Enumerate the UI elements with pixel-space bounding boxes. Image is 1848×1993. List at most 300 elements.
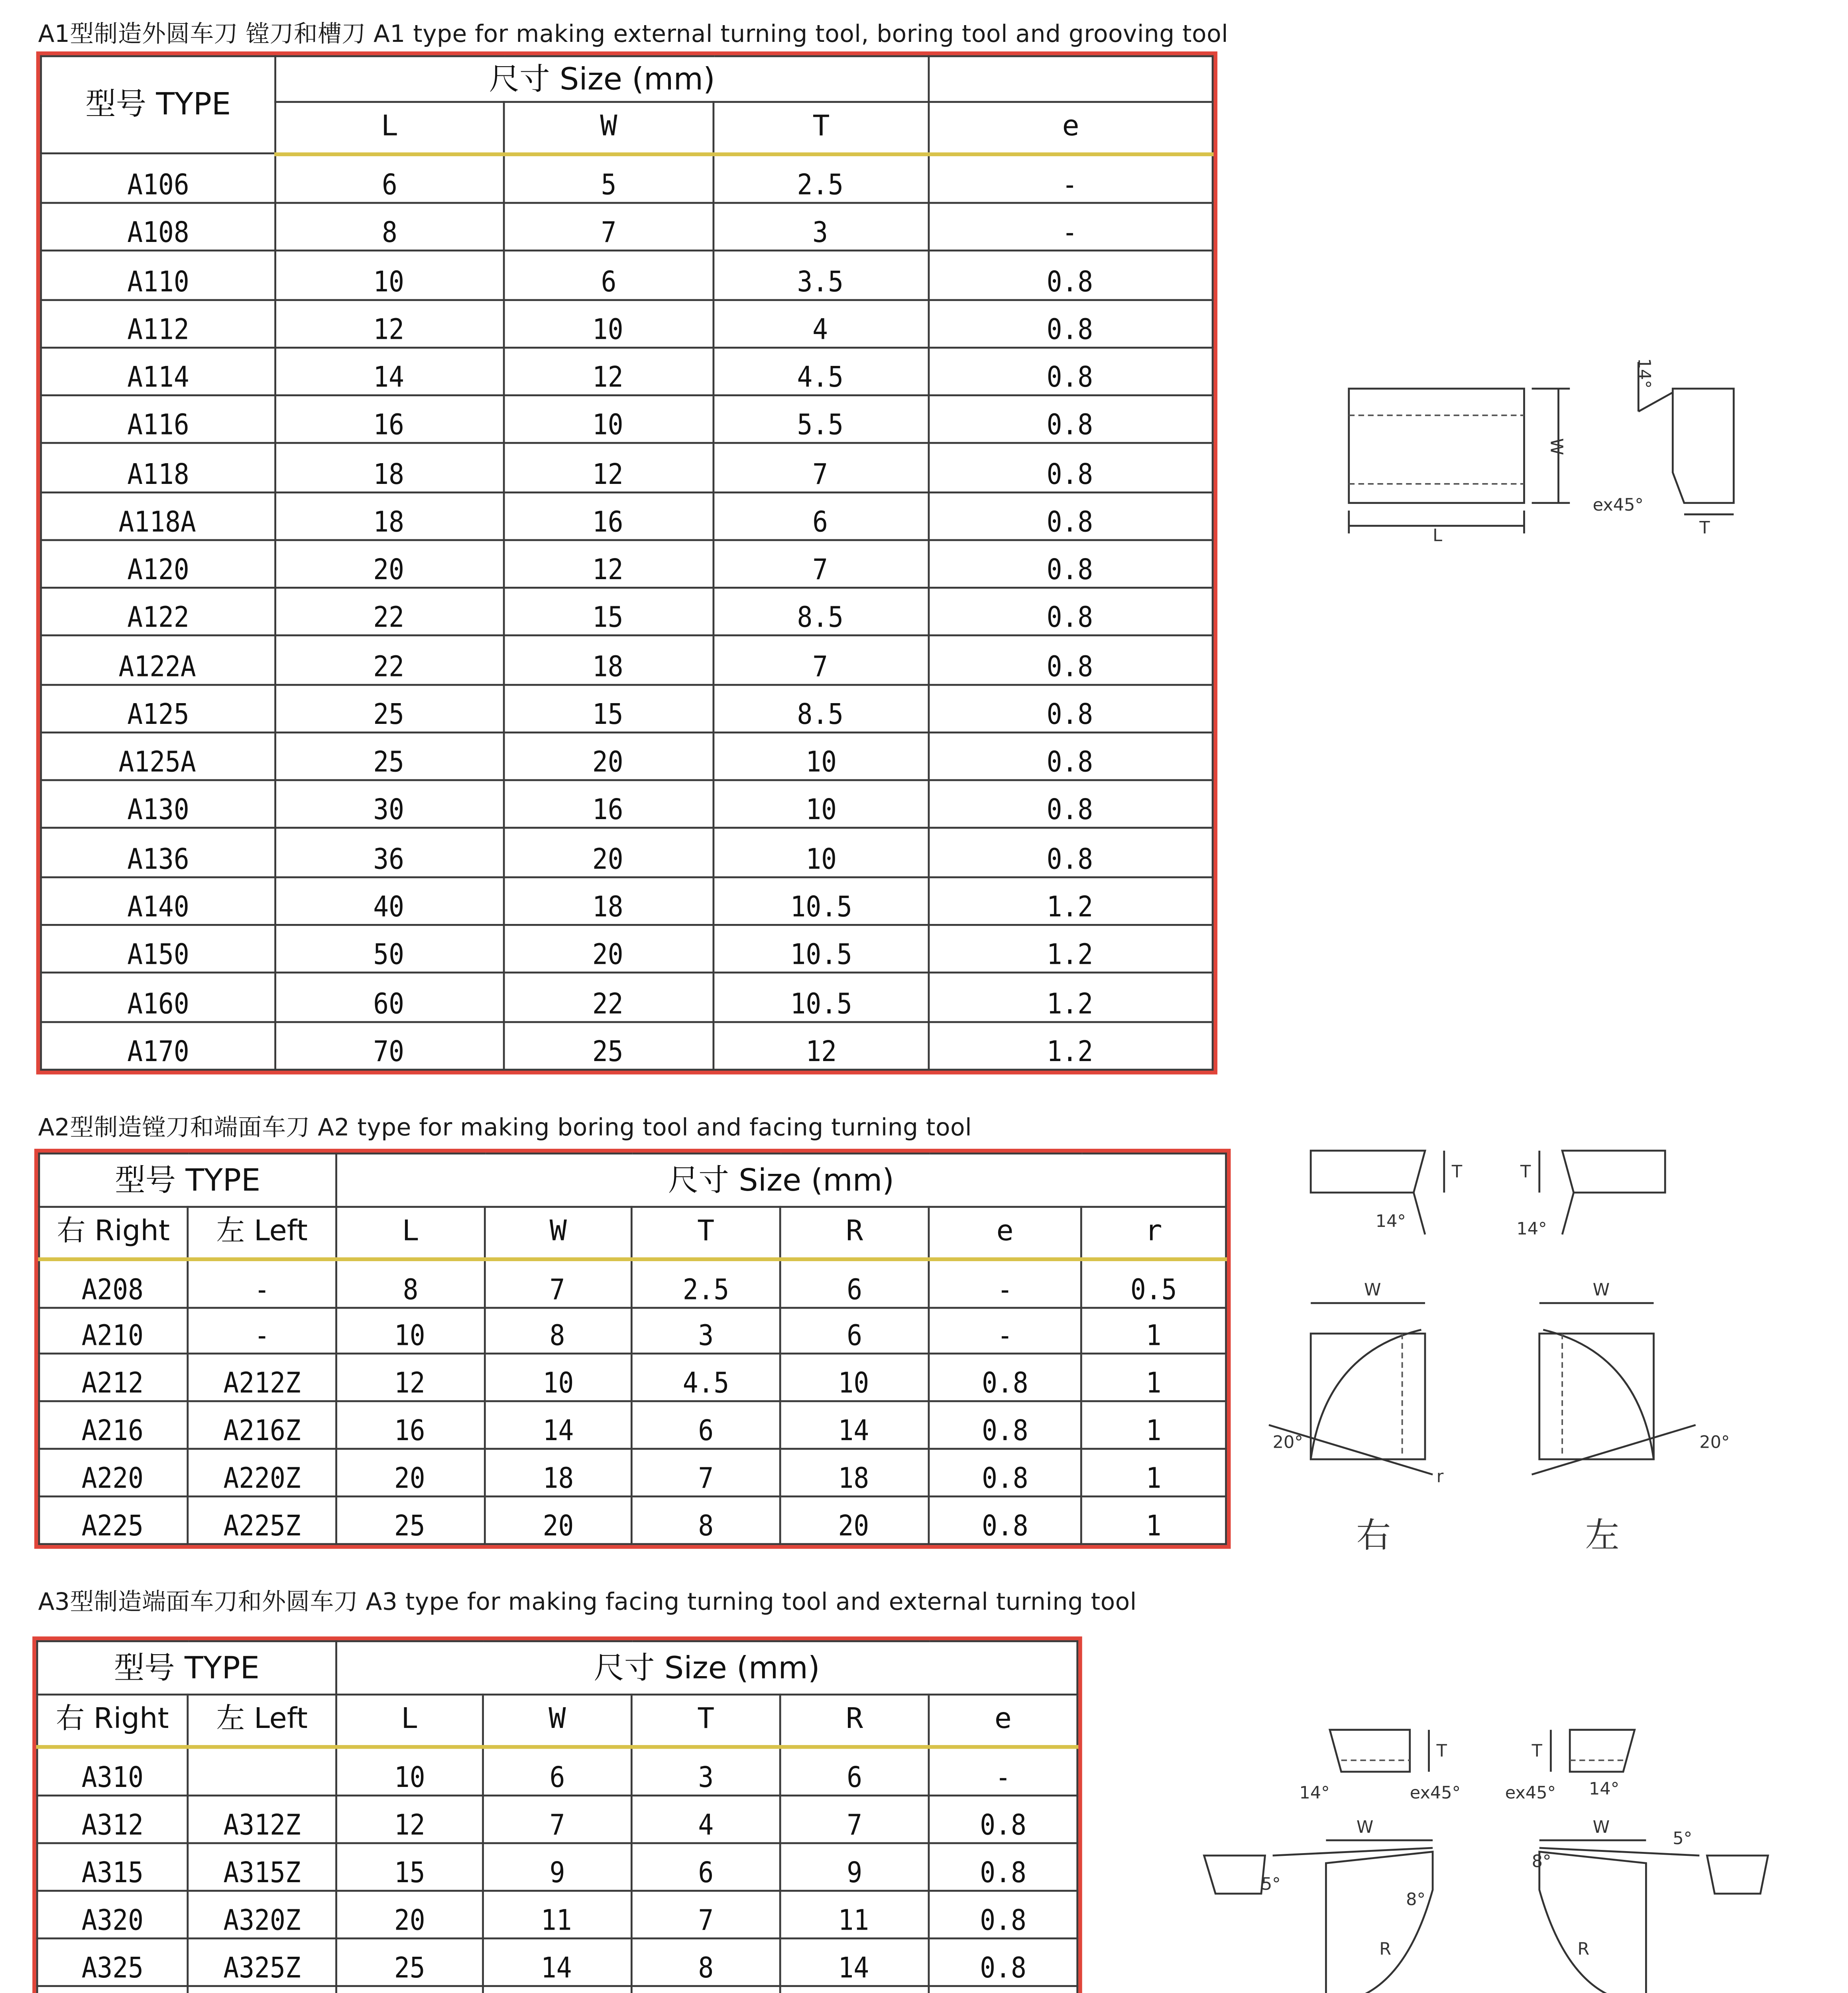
cell-text: 12 xyxy=(593,552,624,587)
value-cell xyxy=(1081,1307,1226,1354)
value-cell xyxy=(714,732,929,780)
a2-blank-diagram xyxy=(1257,1139,1753,1568)
value-cell xyxy=(929,1938,1077,1986)
table-row xyxy=(39,1402,1226,1449)
cell-text: 4 xyxy=(698,1807,714,1842)
value-cell xyxy=(275,299,504,348)
value-cell xyxy=(929,1986,1077,1993)
value-cell xyxy=(929,347,1213,395)
cell-text: 70 xyxy=(374,1034,405,1069)
cell-text: 20 xyxy=(394,1903,425,1937)
value-cell xyxy=(188,1449,336,1497)
cell-text: 0.8 xyxy=(981,1414,1028,1449)
cell-text: - xyxy=(995,1760,1011,1794)
a1-size-header-blank xyxy=(929,56,1213,102)
cell-text: A212Z xyxy=(223,1366,301,1401)
cell-text: A225Z xyxy=(223,1509,301,1543)
type-code-cell xyxy=(37,1843,188,1891)
a1-table-frame xyxy=(36,51,1217,1075)
cell-text: 0.8 xyxy=(1047,552,1094,587)
value-cell xyxy=(929,540,1213,588)
cell-text: 10 xyxy=(839,1366,870,1401)
table-row xyxy=(41,395,1213,444)
value-cell xyxy=(631,1402,780,1449)
value-cell xyxy=(504,973,714,1021)
value-cell xyxy=(275,540,504,588)
table-row xyxy=(41,1021,1213,1070)
value-cell xyxy=(504,780,714,829)
cell-text: 11 xyxy=(542,1903,573,1937)
cell-text: A220 xyxy=(82,1461,145,1496)
value-cell xyxy=(714,492,929,540)
type-code-cell xyxy=(41,251,275,299)
value-cell xyxy=(275,347,504,395)
cell-text: A150 xyxy=(127,938,189,972)
cell-text: 18 xyxy=(593,649,624,684)
table-row xyxy=(41,540,1213,588)
value-cell xyxy=(504,347,714,395)
cell-text: 8 xyxy=(698,1509,714,1543)
value-cell xyxy=(336,1843,483,1891)
table-row xyxy=(41,203,1213,251)
value-cell xyxy=(929,1449,1081,1497)
cell-text: 16 xyxy=(374,408,405,443)
value-cell xyxy=(929,1843,1077,1891)
a1-blank-diagram xyxy=(1334,335,1753,554)
cell-text: 11 xyxy=(839,1903,870,1937)
value-cell xyxy=(504,203,714,251)
value-cell xyxy=(336,1258,485,1307)
cell-text: 8 xyxy=(403,1272,419,1306)
value-cell xyxy=(631,1986,780,1993)
cell-text: 36 xyxy=(374,841,405,876)
cell-text: A118 xyxy=(127,456,189,491)
value-cell xyxy=(188,1986,336,1993)
cell-text: A114 xyxy=(127,360,189,395)
value-cell xyxy=(929,1891,1077,1938)
cell-text: A325Z xyxy=(223,1950,301,1985)
a3-spec-table xyxy=(36,1640,1078,1993)
table-row xyxy=(37,1891,1077,1938)
value-cell xyxy=(275,153,504,203)
type-code-cell xyxy=(41,1021,275,1070)
cell-text: 30 xyxy=(374,793,405,828)
a3-right-t: T xyxy=(1436,1741,1447,1761)
cell-text: 20 xyxy=(395,1461,426,1496)
cell-text: 10.5 xyxy=(790,889,852,924)
a2-right-side-view xyxy=(1311,1151,1425,1193)
value-cell xyxy=(483,1746,632,1795)
a3-right-angle8: 8° xyxy=(1406,1889,1426,1910)
cell-text: 20 xyxy=(593,745,624,780)
table-row xyxy=(41,444,1213,492)
value-cell xyxy=(336,1938,483,1986)
value-cell xyxy=(336,1746,483,1795)
value-cell xyxy=(714,203,929,251)
cell-text: 20 xyxy=(543,1509,574,1543)
value-cell xyxy=(336,1497,485,1544)
value-cell xyxy=(631,1497,780,1544)
a2-col-header: r xyxy=(1081,1207,1226,1258)
a2-col-header: e xyxy=(929,1207,1081,1258)
value-cell xyxy=(1081,1354,1226,1402)
cell-text: A216 xyxy=(82,1414,145,1449)
value-cell xyxy=(714,877,929,925)
cell-text: 7 xyxy=(813,456,829,491)
type-code-cell xyxy=(37,1795,188,1843)
cell-text: 1.2 xyxy=(1047,1034,1094,1069)
cell-text: 10.5 xyxy=(790,986,852,1020)
value-cell xyxy=(631,1258,780,1307)
table-row xyxy=(41,829,1213,877)
a3-right-angle14: 14° xyxy=(1299,1783,1330,1803)
value-cell xyxy=(929,1402,1081,1449)
value-cell xyxy=(929,732,1213,780)
value-cell xyxy=(1081,1258,1226,1307)
cell-text: 0.8 xyxy=(980,1807,1026,1842)
cell-text: 6 xyxy=(813,504,829,539)
cell-text: 18 xyxy=(593,889,624,924)
cell-text: - xyxy=(997,1319,1013,1354)
cell-text: 8.5 xyxy=(798,697,845,731)
value-cell xyxy=(504,251,714,299)
a2-right-t: T xyxy=(1451,1162,1463,1182)
a1-chamfer-label: ex45° xyxy=(1592,495,1644,515)
value-cell xyxy=(483,1795,632,1843)
a3-right-angle5: 5° xyxy=(1261,1874,1281,1895)
cell-text: 6 xyxy=(601,264,617,299)
value-cell xyxy=(504,877,714,925)
value-cell xyxy=(631,1746,780,1795)
value-cell xyxy=(504,299,714,348)
value-cell xyxy=(929,395,1213,444)
cell-text: 5.5 xyxy=(798,408,845,443)
value-cell xyxy=(504,925,714,973)
value-cell xyxy=(504,588,714,636)
value-cell xyxy=(336,1354,485,1402)
value-cell xyxy=(929,636,1213,684)
cell-text: A130 xyxy=(127,793,189,828)
cell-text: A315Z xyxy=(223,1855,301,1890)
cell-text: 16 xyxy=(395,1414,426,1449)
cell-text: 25 xyxy=(374,745,405,780)
table-row xyxy=(41,973,1213,1021)
type-code-cell xyxy=(37,1891,188,1938)
value-cell xyxy=(483,1891,632,1938)
type-code-cell xyxy=(39,1449,188,1497)
a1-blank-side-view xyxy=(1673,389,1734,503)
cell-text: 6 xyxy=(698,1855,714,1890)
value-cell xyxy=(929,444,1213,492)
type-code-cell xyxy=(39,1258,188,1307)
cell-text: 3 xyxy=(698,1760,714,1794)
cell-text: A116 xyxy=(127,408,189,443)
cell-text: 6 xyxy=(698,1414,714,1449)
a1-angle-label: 14° xyxy=(1634,358,1654,389)
a1-blank-top-view xyxy=(1349,389,1524,503)
cell-text: 20 xyxy=(593,938,624,972)
cell-text: 7 xyxy=(698,1461,714,1496)
a3-left-t: T xyxy=(1531,1741,1542,1761)
cell-text: 18 xyxy=(839,1461,870,1496)
cell-text: 0.8 xyxy=(1047,601,1094,635)
cell-text: 1 xyxy=(1146,1461,1162,1496)
value-cell xyxy=(780,1938,929,1986)
cell-text: 14 xyxy=(542,1950,573,1985)
value-cell xyxy=(631,1843,780,1891)
cell-text: A120 xyxy=(127,552,189,587)
value-cell xyxy=(275,973,504,1021)
value-cell xyxy=(631,1307,780,1354)
value-cell xyxy=(929,684,1213,733)
cell-text: 10 xyxy=(543,1366,574,1401)
a2-right-header: 右 Right xyxy=(39,1207,188,1258)
value-cell xyxy=(929,780,1213,829)
value-cell xyxy=(485,1354,631,1402)
cell-text: 14 xyxy=(543,1414,574,1449)
cell-text: 10 xyxy=(806,745,837,780)
cell-text: - xyxy=(254,1319,270,1354)
cell-text: 20 xyxy=(374,552,405,587)
value-cell xyxy=(188,1258,336,1307)
cell-text: 15 xyxy=(394,1855,425,1890)
cell-text: 7 xyxy=(601,216,617,250)
cell-text: 4 xyxy=(813,312,829,346)
value-cell xyxy=(483,1843,632,1891)
value-cell xyxy=(714,347,929,395)
cell-text: 14 xyxy=(374,360,405,395)
value-cell xyxy=(780,1307,929,1354)
cell-text: 3 xyxy=(813,216,829,250)
cell-text: 10 xyxy=(395,1319,426,1354)
a3-left-r: R xyxy=(1577,1939,1590,1959)
cell-text: 1.2 xyxy=(1047,889,1094,924)
cell-text: 25 xyxy=(394,1950,425,1985)
cell-text: 7 xyxy=(549,1807,565,1842)
cell-text: A220Z xyxy=(223,1461,301,1496)
value-cell xyxy=(485,1402,631,1449)
a2-col-header: T xyxy=(631,1207,780,1258)
a1-dim-w: W xyxy=(1546,438,1567,455)
value-cell xyxy=(275,636,504,684)
cell-text: 8.5 xyxy=(798,601,845,635)
value-cell xyxy=(504,684,714,733)
cell-text: A208 xyxy=(82,1272,145,1306)
table-row xyxy=(39,1307,1226,1354)
table-row xyxy=(41,636,1213,684)
value-cell xyxy=(504,153,714,203)
cell-text: - xyxy=(254,1272,270,1306)
value-cell xyxy=(504,732,714,780)
value-cell xyxy=(714,540,929,588)
cell-text: 1.2 xyxy=(1047,986,1094,1020)
cell-text: 12 xyxy=(593,456,624,491)
cell-text: 15 xyxy=(593,697,624,731)
cell-text: 12 xyxy=(394,1807,425,1842)
a3-left-angle8: 8° xyxy=(1531,1851,1551,1871)
cell-text: 12 xyxy=(395,1366,426,1401)
value-cell xyxy=(929,1258,1081,1307)
a3-right-top-view xyxy=(1326,1852,1433,1993)
value-cell xyxy=(188,1795,336,1843)
a2-right-w: W xyxy=(1364,1280,1381,1300)
cell-text: 0.8 xyxy=(1047,697,1094,731)
cell-text: A212 xyxy=(82,1366,145,1401)
value-cell xyxy=(929,877,1213,925)
cell-text: 20 xyxy=(593,841,624,876)
a2-spec-table xyxy=(38,1153,1227,1545)
table-row xyxy=(41,153,1213,203)
value-cell xyxy=(780,1497,929,1544)
cell-text: 0.8 xyxy=(1047,793,1094,828)
a3-col-header: T xyxy=(631,1694,780,1746)
a3-right-r: R xyxy=(1379,1939,1392,1959)
cell-text: A312Z xyxy=(223,1807,301,1842)
a2-col-header: L xyxy=(336,1207,485,1258)
a2-left-angle: 14° xyxy=(1516,1219,1547,1239)
cell-text: A106 xyxy=(127,167,189,202)
a3-table-frame xyxy=(32,1637,1082,1993)
value-cell xyxy=(929,1307,1081,1354)
cell-text: 10 xyxy=(593,408,624,443)
a2-right-r: r xyxy=(1436,1466,1444,1487)
value-cell xyxy=(275,492,504,540)
cell-text: A108 xyxy=(127,216,189,250)
cell-text: 4.5 xyxy=(682,1366,729,1401)
value-cell xyxy=(929,153,1213,203)
cell-text: 60 xyxy=(374,986,405,1020)
cell-text: A210 xyxy=(82,1319,145,1354)
a2-left-angle20: 20° xyxy=(1699,1432,1730,1452)
a2-left-header: 左 Left xyxy=(188,1207,336,1258)
cell-text: 1 xyxy=(1146,1366,1162,1401)
table-row xyxy=(41,877,1213,925)
a3-type-header: 型号 TYPE xyxy=(37,1641,336,1694)
type-code-cell xyxy=(41,444,275,492)
cell-text: 18 xyxy=(374,504,405,539)
table-row xyxy=(41,925,1213,973)
value-cell xyxy=(714,1021,929,1070)
cell-text: A170 xyxy=(127,1034,189,1069)
cell-text: 10 xyxy=(374,264,405,299)
value-cell xyxy=(780,1746,929,1795)
cell-text: 0.8 xyxy=(1047,312,1094,346)
value-cell xyxy=(275,684,504,733)
cell-text: A136 xyxy=(127,841,189,876)
cell-text: 14 xyxy=(839,1950,870,1985)
value-cell xyxy=(275,395,504,444)
value-cell xyxy=(714,153,929,203)
cell-text: - xyxy=(997,1272,1013,1306)
value-cell xyxy=(336,1449,485,1497)
value-cell xyxy=(188,1938,336,1986)
value-cell xyxy=(714,829,929,877)
table-row xyxy=(39,1258,1226,1307)
type-code-cell xyxy=(39,1354,188,1402)
a3-blank-diagram xyxy=(1196,1718,1787,1993)
type-code-cell xyxy=(41,347,275,395)
value-cell xyxy=(504,492,714,540)
value-cell xyxy=(929,1795,1077,1843)
a2-left-caption: 左 xyxy=(1585,1515,1620,1555)
type-code-cell xyxy=(37,1986,188,1993)
cell-text: 1 xyxy=(1146,1319,1162,1354)
value-cell xyxy=(188,1891,336,1938)
a2-col-header: W xyxy=(485,1207,631,1258)
value-cell xyxy=(780,1449,929,1497)
value-cell xyxy=(1081,1497,1226,1544)
cell-text: 6 xyxy=(549,1760,565,1794)
cell-text: 0.8 xyxy=(1047,456,1094,491)
cell-text: 16 xyxy=(593,504,624,539)
cell-text: 1 xyxy=(1146,1414,1162,1449)
value-cell xyxy=(929,203,1213,251)
cell-text: 25 xyxy=(395,1509,426,1543)
value-cell xyxy=(1081,1402,1226,1449)
cell-text: 0.8 xyxy=(980,1903,1026,1937)
cell-text: 10.5 xyxy=(790,938,852,972)
a2-right-caption: 右 xyxy=(1356,1515,1391,1555)
a1-col-header: e xyxy=(929,102,1213,153)
a3-left-w: W xyxy=(1592,1817,1610,1837)
value-cell xyxy=(336,1986,483,1993)
value-cell xyxy=(275,251,504,299)
a2-table-frame xyxy=(34,1149,1231,1549)
type-code-cell xyxy=(41,829,275,877)
a2-left-t: T xyxy=(1520,1162,1531,1182)
value-cell xyxy=(780,1354,929,1402)
a3-left-chamfer: ex45° xyxy=(1505,1783,1556,1803)
value-cell xyxy=(631,1938,780,1986)
value-cell xyxy=(929,1746,1077,1795)
cell-text: 6 xyxy=(847,1272,862,1306)
value-cell xyxy=(275,780,504,829)
cell-text: 25 xyxy=(593,1034,624,1069)
value-cell xyxy=(780,1891,929,1938)
value-cell xyxy=(188,1843,336,1891)
a3-right-small-view xyxy=(1204,1855,1265,1894)
a1-col-header: T xyxy=(714,102,929,153)
value-cell xyxy=(631,1354,780,1402)
value-cell xyxy=(929,492,1213,540)
value-cell xyxy=(275,732,504,780)
value-cell xyxy=(780,1986,929,1993)
value-cell xyxy=(336,1891,483,1938)
table-row xyxy=(41,780,1213,829)
a1-type-header: 型号 TYPE xyxy=(41,56,275,153)
cell-text: 22 xyxy=(374,601,405,635)
cell-text: 40 xyxy=(374,889,405,924)
cell-text: 7 xyxy=(813,649,829,684)
value-cell xyxy=(929,299,1213,348)
value-cell xyxy=(188,1307,336,1354)
a3-heading: A3型制造端面车刀和外圆车刀 A3 type for making facing turning tool and external turning tool xyxy=(38,1587,1137,1616)
table-row xyxy=(41,588,1213,636)
cell-text: 0.8 xyxy=(981,1509,1028,1543)
value-cell xyxy=(929,1021,1213,1070)
a1-size-header: 尺寸 Size (mm) xyxy=(275,56,929,102)
cell-text: 3.5 xyxy=(798,264,845,299)
value-cell xyxy=(504,540,714,588)
value-cell xyxy=(336,1795,483,1843)
a3-right-chamfer: ex45° xyxy=(1410,1783,1461,1803)
table-row xyxy=(37,1986,1077,1993)
a3-left-header: 左 Left xyxy=(188,1694,336,1746)
table-row xyxy=(37,1746,1077,1795)
cell-text: - xyxy=(1063,167,1079,202)
table-row xyxy=(41,684,1213,733)
type-code-cell xyxy=(41,492,275,540)
